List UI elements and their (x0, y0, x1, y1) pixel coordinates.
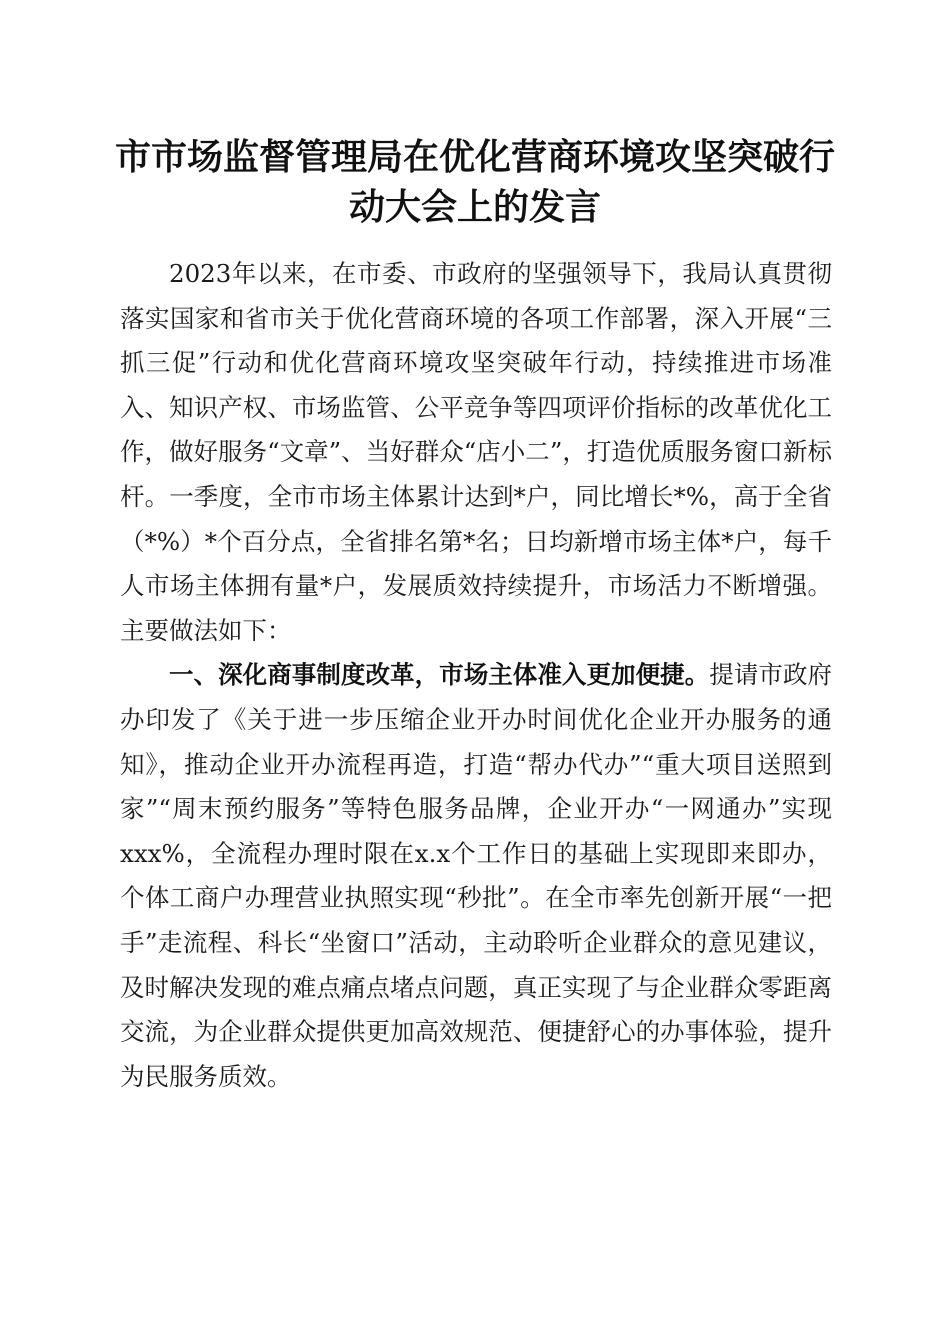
document-title: 市市场监督管理局在优化营商环境攻坚突破行动大会上的发言 (114, 136, 835, 228)
section-one-paragraph (120, 653, 832, 1099)
section-one-heading: 一、深化商事制度改革，市场主体准入更加便捷。 (169, 660, 710, 690)
document-body (120, 252, 832, 1099)
intro-paragraph: 2023年以来，在市委、市政府的坚强领导下，我局认真贯彻落实国家和省市关于优化营商环境的各项工作部署，深入开展“三抓三促”行动和优化营商环境攻坚突破年行动，持续推进市场准入、知识产权、市场监管、公平竞争等四项评价指标的改革优化工作，做好服务“文章”、当好群众“店小二”，打造优质服务窗口新标杆。一季度，全市市场主体累计达到*户，同比增长*%，高于全省（*%）*个百分点，全省排名第*名；日均新增市场主体*户，每千人市场主体拥有量*户，发展质效持续提升，市场活力不断增强。主要做法如下： (120, 259, 832, 645)
section-one-text: 提请市政府办印发了《关于进一步压缩企业开办时间优化企业开办服务的通知》，推动企业开办流程再造，打造“帮办代办”“重大项目送照到家”“周末预约服务”等特色服务品牌，企业开办“一网通办”实现xxx%，全流程办理时限在x.x个工作日的基础上实现即来即办，个体工商户办理营业执照实现“秒批”。在全市率先创新开展“一把手”走流程、科长“坐窗口”活动，主动聆听企业群众的意见建议，及时解决发现的难点痛点堵点问题，真正实现了与企业群众零距离交流，为企业群众提供更加高效规范、便捷舒心的办事体验，提升为民服务质效。 (120, 660, 833, 1091)
